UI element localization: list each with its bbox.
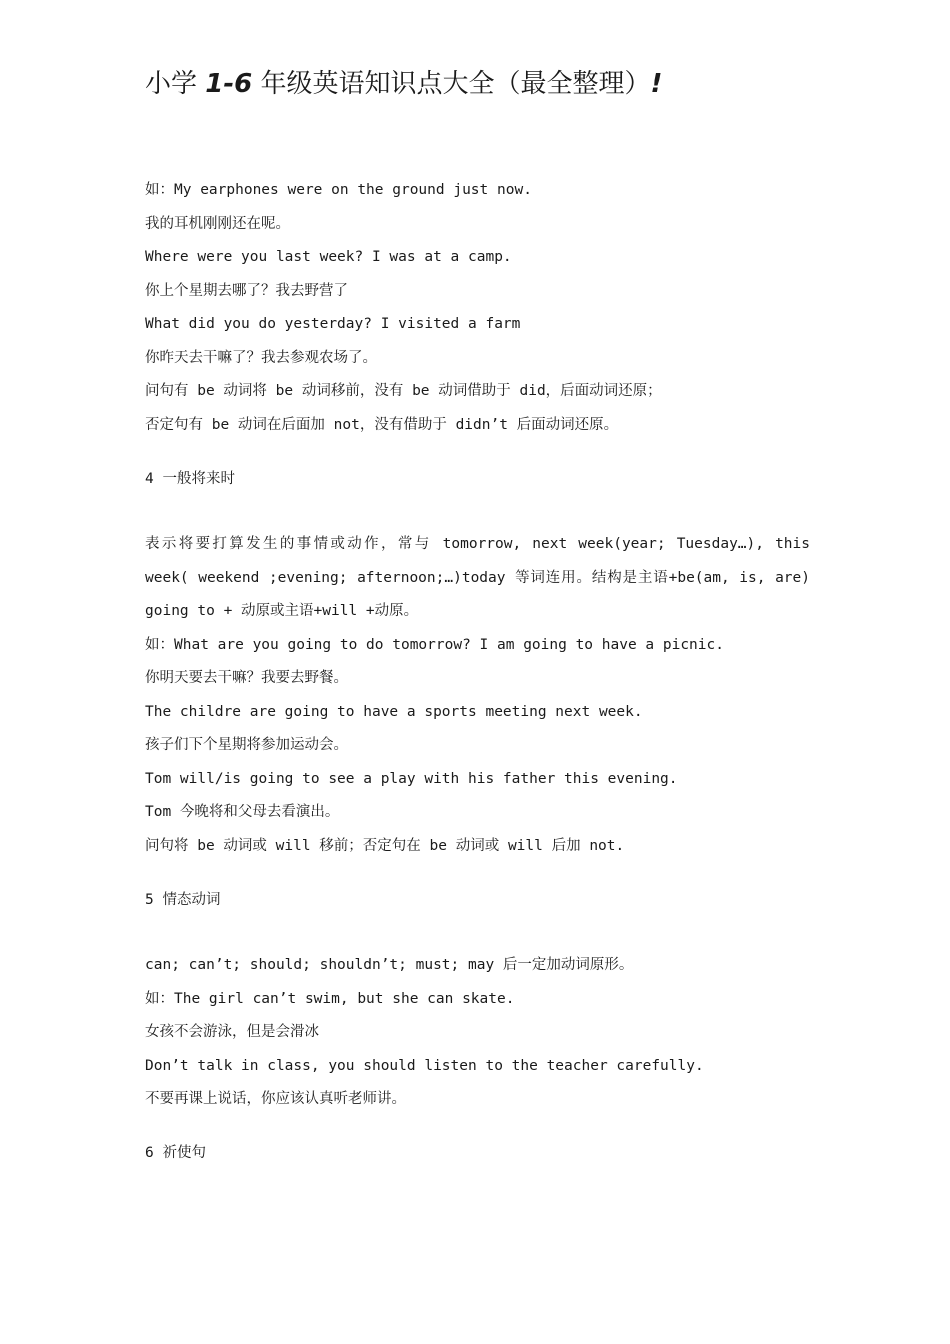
section-heading-future-tense: 4 一般将来时 bbox=[145, 470, 235, 487]
text-line: The childre are going to have a sports meeting next week. bbox=[145, 703, 643, 720]
future-tense-description: 表示将要打算发生的事情或动作，常与 tomorrow, next week(year; Tuesday…), this week( weekend ;evening; afternoon;…)today 等词连用。结构是主语+be(am, is, are) going to + 动原或主语+will +动原。 bbox=[145, 536, 810, 619]
text-line: 如：What are you going to do tomorrow? I am going to have a picnic. bbox=[145, 636, 724, 653]
text-line: 否定句有 be 动词在后面加 not，没有借助于 didn’t 后面动词还原。 bbox=[145, 416, 619, 433]
text-line: Tom will/is going to see a play with his father this evening. bbox=[145, 770, 678, 787]
text-line: 我的耳机刚刚还在呢。 bbox=[145, 215, 290, 232]
text-line: can; can’t; should; shouldn’t; must; may 后一定加动词原形。 bbox=[145, 957, 634, 973]
text-line: 女孩不会游泳，但是会滑冰 bbox=[145, 1024, 319, 1040]
text-line: 你上个星期去哪了？我去野营了 bbox=[145, 282, 348, 299]
text-line: What did you do yesterday? I visited a farm bbox=[145, 316, 521, 332]
text-line: Where were you last week? I was at a camp. bbox=[145, 249, 512, 265]
past-tense-examples bbox=[145, 174, 810, 442]
modal-verbs-section bbox=[145, 949, 810, 1117]
text-line: 不要再课上说话，你应该认真听老师讲。 bbox=[145, 1091, 406, 1107]
title-grade-range: 1-6 bbox=[205, 69, 253, 99]
section-heading-modal-verbs: 5 情态动词 bbox=[145, 891, 221, 908]
text-line: 你明天要去干嘛？我要去野餐。 bbox=[145, 670, 348, 686]
section-heading-imperative: 6 祈使句 bbox=[145, 1145, 206, 1161]
text-line: Tom 今晚将和父母去看演出。 bbox=[145, 804, 340, 820]
text-line: 问句有 be 动词将 be 动词移前，没有 be 动词借助于 did，后面动词还原； bbox=[145, 383, 662, 399]
future-tense-section bbox=[145, 528, 810, 863]
text-line: 如：My earphones were on the ground just now. bbox=[145, 182, 532, 198]
text-line: 你昨天去干嘛了？我去参观农场了。 bbox=[145, 349, 377, 366]
text-line: 问句将 be 动词或 will 移前；否定句在 be 动词或 will 后加 not. bbox=[145, 837, 625, 854]
page-title bbox=[145, 62, 662, 106]
text-line: Don’t talk in class, you should listen to the teacher carefully. bbox=[145, 1057, 704, 1074]
title-suffix: 年级英语知识点大全（最全整理） bbox=[252, 69, 651, 99]
title-prefix: 小学 bbox=[145, 69, 206, 99]
text-line: 如：The girl can’t swim, but she can skate. bbox=[145, 990, 515, 1007]
document-body bbox=[145, 174, 810, 1171]
text-line: 孩子们下个星期将参加运动会。 bbox=[145, 737, 348, 753]
title-exclamation: ! bbox=[650, 69, 663, 99]
